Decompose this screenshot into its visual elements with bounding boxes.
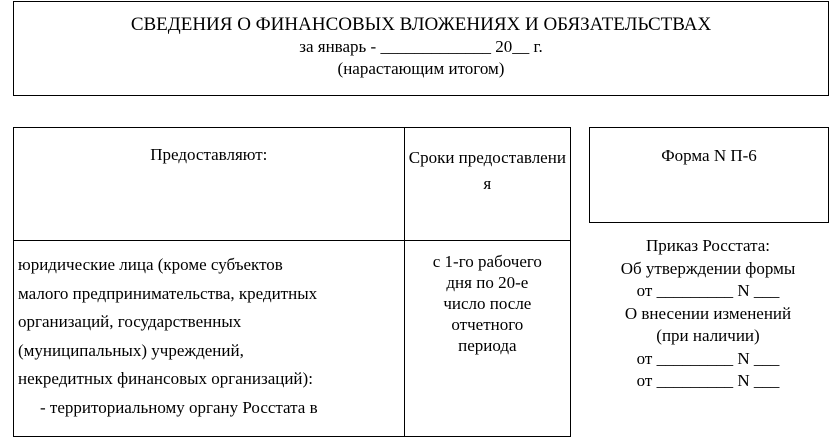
provider-item: - территориальному органу Росстата в [40, 397, 318, 417]
provider-line: малого предпринимательства, кредитных [18, 283, 318, 303]
cumulative-note: (нарастающим итогом) [337, 59, 505, 78]
reporting-period: за январь - _____________ 20__ г. [299, 37, 543, 56]
order-line: от _________ N ___ [636, 371, 780, 390]
document-title: СВЕДЕНИЯ О ФИНАНСОВЫХ ВЛОЖЕНИЯХ И ОБЯЗАТЕЛЬСТВАХ [130, 14, 712, 35]
terms-line: с 1-го рабочего [432, 252, 542, 271]
order-line: О внесении изменений [624, 303, 792, 323]
provider-line: юридические лица (кроме субъектов [18, 255, 283, 274]
provider-line: (муниципальных) учреждений, [18, 340, 244, 360]
order-line: от _________ N ___ [636, 348, 780, 368]
terms-line: число после [443, 294, 532, 313]
column-header-providers: Предоставляют: [14, 128, 405, 241]
order-line: Приказ Росстата: [645, 236, 771, 255]
order-line: от _________ N ___ [636, 281, 780, 300]
terms-line: дня по 20-е [446, 273, 529, 292]
form-number: Форма N П-6 [661, 146, 757, 165]
header-box [13, 1, 829, 96]
terms-line: отчетного [451, 315, 524, 334]
providers-table [13, 127, 571, 437]
form-number-box [589, 127, 829, 223]
terms-line: периода [458, 336, 517, 355]
order-line: Об утверждении формы [620, 258, 796, 278]
provider-line: организаций, государственных [18, 312, 242, 331]
column-header-terms: Сроки предоставлени я [404, 128, 570, 241]
order-line: (при наличии) [656, 326, 760, 345]
providers-cell [14, 241, 405, 437]
terms-cell [404, 241, 570, 437]
provider-line: некредитных финансовых организаций): [18, 369, 313, 388]
order-info [583, 235, 833, 393]
